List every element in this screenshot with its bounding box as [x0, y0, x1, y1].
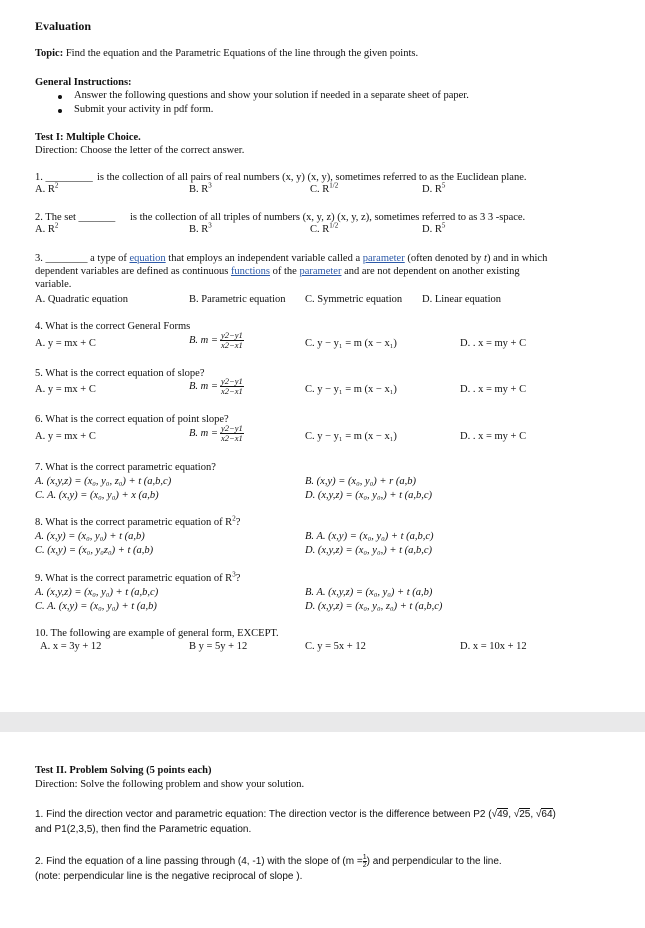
test1-direction: Direction: Choose the letter of the correct answer. [35, 145, 245, 156]
q8-option-d: D. (x,y,z) = (x₀, y₀,) + t (a,b,c) [305, 545, 433, 556]
q9-text: 9. What is the correct parametric equation of $R^3$? [35, 570, 241, 584]
topic-label: Topic: [35, 48, 64, 59]
q6-option-d: D. . x = my + C [460, 431, 527, 442]
q2-option-d: D. $R^5$ [422, 221, 446, 235]
q5-option-c: C. y − y₁ = m (x − x₁) [305, 384, 397, 395]
q8-text: 8. What is the correct parametric equation of $R^2$? [35, 514, 241, 528]
q7-option-a: A. (x,y,z) = (x₀, y₀, z₀) + t (a,b,c) [35, 476, 172, 487]
problem-1-line2: and P1(2,3,5), then find the Parametric equation. [35, 824, 252, 835]
q3-line2: dependent variables are defined as continuous functions of the parameter and are not dependent on another existing [35, 266, 520, 277]
q10-text: 10. The following are example of general form, EXCEPT. [35, 628, 279, 639]
q4-option-b: B. m = $\frac{y2-y1}{x2-x1}$ [189, 330, 243, 350]
q10-option-a: A. x = 3y + 12 [40, 641, 102, 652]
q10-option-b: B y = 5y + 12 [189, 641, 248, 652]
q7-option-c: C. A. (x,y) = (x₀, y₀) + x (a,b) [35, 490, 159, 501]
q6-text: 6. What is the correct equation of point slope? [35, 414, 229, 425]
problem-2-line1: 2. Find the equation of a line passing through (4, -1) with the slope of (m = $\frac{1}{2}$) and perpendicular to the line. [35, 854, 502, 869]
q8-option-c: C. (x,y) = (x₀, y₀z₀) + t (a,b) [35, 545, 154, 556]
q4-text: 4. What is the correct General Forms [35, 321, 191, 332]
q1-text: is the collection of all pairs of real numbers (x, y) (x, y), sometimes referred to as the Euclidean plane. [97, 172, 527, 183]
q7-option-b: B. (x,y) = (x₀, y₀) + r (a,b) [305, 476, 416, 487]
test2-heading: Test II. Problem Solving (5 points each) [35, 765, 212, 776]
q1-option-c: C. $R^{1/2}$ [310, 181, 339, 195]
equation-link[interactable]: equation [129, 253, 166, 264]
topic-line [35, 48, 418, 59]
q3-option-b: B. Parametric equation [189, 294, 286, 305]
q3-line3: variable. [35, 279, 72, 290]
q8-option-a: A. (x,y) = (x₀, y₀) + t (a,b) [35, 531, 145, 542]
q1-option-d: D. $R^5$ [422, 181, 446, 195]
functions-link[interactable]: functions [230, 266, 271, 277]
parameter-link[interactable]: parameter [362, 253, 405, 264]
instruction-item: Submit your activity in pdf form. [74, 104, 214, 115]
instructions-heading: General Instructions: [35, 77, 132, 88]
q7-text: 7. What is the correct parametric equation? [35, 462, 216, 473]
q3-option-d: D. Linear equation [422, 294, 502, 305]
q3-option-a: A. Quadratic equation [35, 294, 129, 305]
q9-option-c: C. A. (x,y) = (x₀, y₀) + t (a,b) [35, 601, 157, 612]
q7-option-d: D. (x,y,z) = (x₀, y₀,) + t (a,b,c) [305, 490, 433, 501]
q2-text: is the collection of all triples of numbers (x, y, z) (x, y, z), sometimes referred to as 3 3 -space. [130, 212, 526, 223]
q5-option-d: D. . x = my + C [460, 384, 527, 395]
page-title: Evaluation [35, 19, 92, 33]
parameter-link-2[interactable]: parameter [299, 266, 342, 277]
q9-option-d: D. (x,y,z) = (x₀, y₀, z₀) + t (a,b,c) [305, 601, 443, 612]
q5-option-a: A. y = mx + C [35, 384, 96, 395]
q2-option-a: A. $R^2$ [35, 221, 59, 235]
q4-option-c: C. y − y₁ = m (x − x₁) [305, 338, 397, 349]
page-separator [0, 712, 645, 732]
bullet-icon [58, 95, 62, 99]
q9-option-a: A. (x,y,z) = (x₀, y₀) + t (a,b,c) [35, 587, 159, 598]
q8-option-b: B. A. (x,y) = (x₀, y₀) + t (a,b,c) [305, 531, 434, 542]
test2-direction: Direction: Solve the following problem and show your solution. [35, 779, 305, 790]
test1-heading: Test I: Multiple Choice. [35, 132, 141, 143]
q2-number: 2. The set _______ [35, 212, 116, 223]
instruction-item: Answer the following questions and show your solution if needed in a separate sheet of paper. [74, 90, 469, 101]
q1-option-b: B. $R^3$ [189, 181, 212, 195]
q10-option-c: C. y = 5x + 12 [305, 641, 366, 652]
q6-option-b: B. m = $\frac{y2-y1}{x2-x1}$ [189, 423, 243, 443]
problem-1-line1: 1. Find the direction vector and parametric equation: The direction vector is the difference between P2 (√49, √25, √64) [35, 809, 556, 820]
q2-option-c: C. $R^{1/2}$ [310, 221, 339, 235]
bullet-icon [58, 109, 62, 113]
page-two [0, 732, 645, 928]
q3-line1: 3. ________ a type of equation that employs an independent variable called a parameter (often denoted by t) and in which [35, 253, 548, 264]
q1-option-a: A. $R^2$ [35, 181, 59, 195]
q4-option-a: A. y = mx + C [35, 338, 96, 349]
topic-text: Find the equation and the Parametric Equations of the line through the given points. [65, 48, 419, 59]
q2-option-b: B. $R^3$ [189, 221, 212, 235]
q5-text: 5. What is the correct equation of slope? [35, 368, 205, 379]
q9-option-b: B. A. (x,y,z) = (x₀, y₀) + t (a,b) [305, 587, 433, 598]
q10-option-d: D. x = 10x + 12 [460, 641, 527, 652]
q3-option-c: C. Symmetric equation [305, 294, 403, 305]
q6-option-a: A. y = mx + C [35, 431, 96, 442]
q4-option-d: D. . x = my + C [460, 338, 527, 349]
q5-option-b: B. m = $\frac{y2-y1}{x2-x1}$ [189, 376, 243, 396]
problem-2-line2: (note: perpendicular line is the negative reciprocal of slope ). [35, 871, 303, 882]
q6-option-c: C. y − y₁ = m (x − x₁) [305, 431, 397, 442]
q1-number: 1. _________ [35, 172, 93, 183]
